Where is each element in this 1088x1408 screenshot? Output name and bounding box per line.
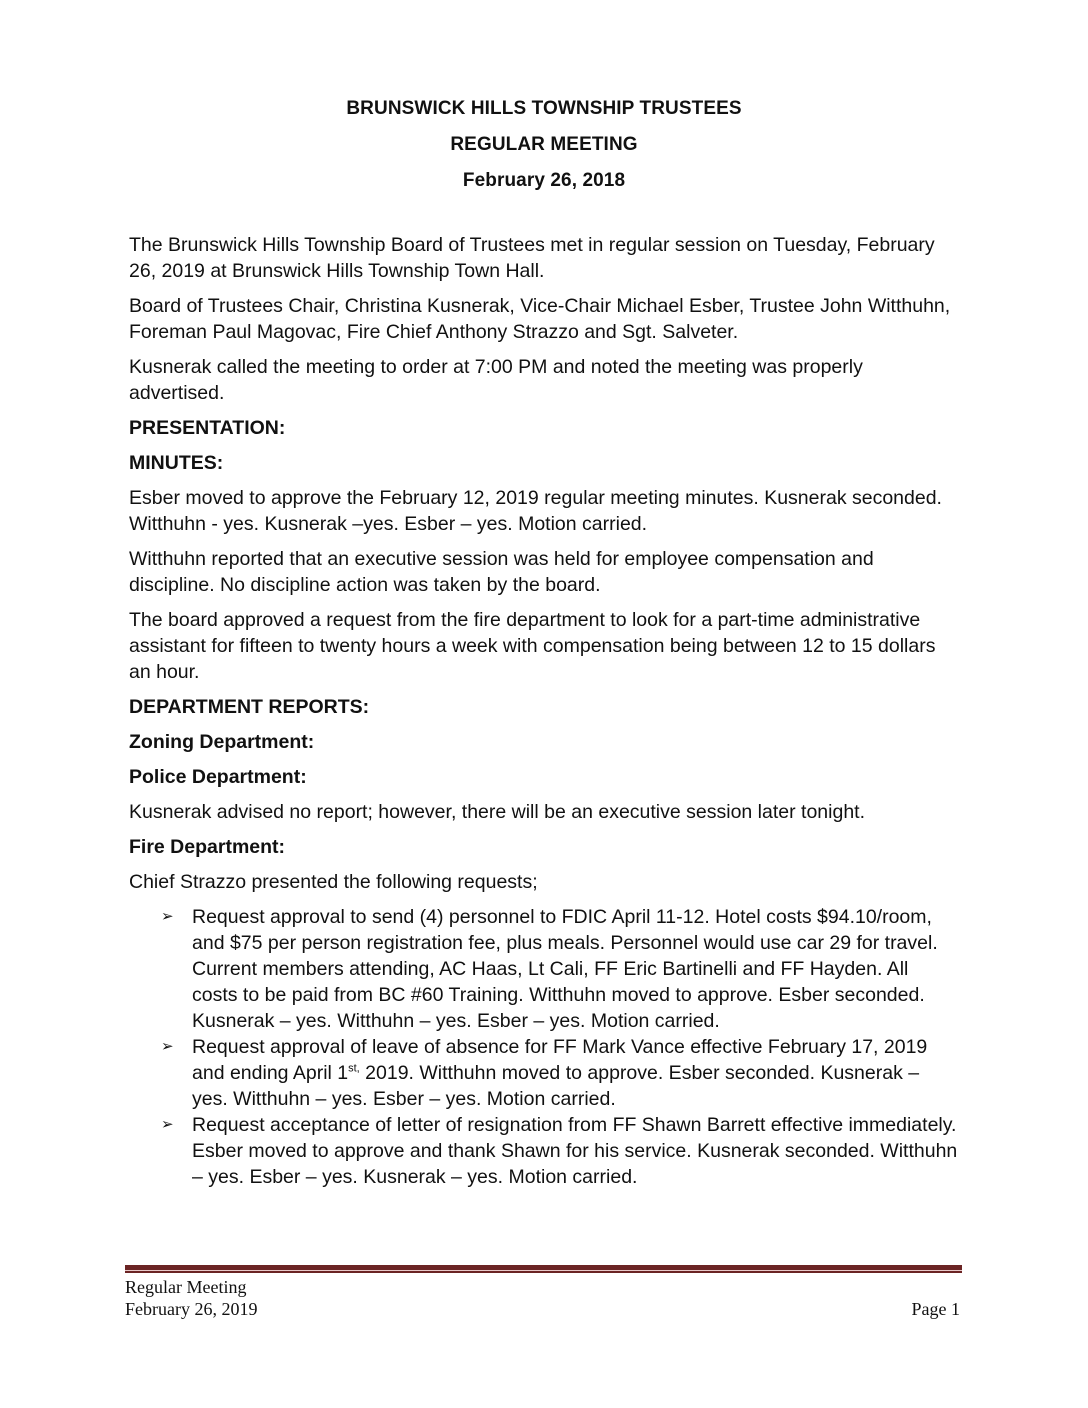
request-text: 2019. Witthuhn moved to approve. Esber seconded. Kusnerak – yes. Witthuhn – yes. Esber – yes. Motion carried. (192, 1062, 920, 1110)
ordinal-suffix: st, (348, 1062, 360, 1075)
meeting-type: REGULAR MEETING (450, 134, 638, 155)
arrow-bullet-icon: ➢ (161, 1116, 174, 1133)
footer-divider (125, 1265, 962, 1273)
minutes-paragraph: Esber moved to approve the February 12, 2019 regular meeting minutes. Kusnerak seconded. Witthuhn - yes. Kusnerak –yes. Esber – yes. Motion carried. (129, 487, 942, 535)
document-title: BRUNSWICK HILLS TOWNSHIP TRUSTEES (346, 98, 742, 119)
arrow-bullet-icon: ➢ (161, 908, 174, 925)
department-reports-heading: DEPARTMENT REPORTS: (129, 696, 370, 718)
request-text: Request approval of leave of absence for FF Mark Vance effective February 17, 2019 and ending April 1 (192, 1036, 928, 1084)
request-text: Request acceptance of letter of resignation from FF Shawn Barrett effective immediately. Esber moved to approve and thank Shawn for his service. Kusnerak seconded. Witthuhn – yes. Esber – yes. Kusnerak – yes. Motion carried. (192, 1114, 958, 1188)
page-footer (125, 1276, 962, 1320)
fire-intro-paragraph: Chief Strazzo presented the following requests; (129, 871, 538, 893)
fire-requests-list (129, 904, 959, 1190)
page-number: Page 1 (911, 1299, 960, 1319)
footer-date: February 26, 2019 (125, 1299, 258, 1319)
session-paragraph: The Brunswick Hills Township Board of Trustees met in regular session on Tuesday, February 26, 2019 at Brunswick Hills Township Town Hall. (129, 234, 935, 282)
document-header (0, 97, 1088, 205)
zoning-department-heading: Zoning Department: (129, 731, 315, 753)
meeting-date: February 26, 2018 (462, 170, 626, 191)
footer-left (125, 1276, 257, 1320)
list-item (129, 1112, 959, 1190)
police-report-paragraph: Kusnerak advised no report; however, there will be an executive session later tonight. (129, 801, 866, 823)
minutes-heading: MINUTES: (129, 452, 224, 474)
call-to-order-paragraph: Kusnerak called the meeting to order at 7:00 PM and noted the meeting was properly advertised. (129, 356, 863, 404)
minutes-paragraph: Witthuhn reported that an executive session was held for employee compensation and discipline. No discipline action was taken by the board. (129, 548, 874, 596)
police-department-heading: Police Department: (129, 766, 307, 788)
fire-department-heading: Fire Department: (129, 836, 286, 858)
attendance-paragraph: Board of Trustees Chair, Christina Kusnerak, Vice-Chair Michael Esber, Trustee John Witthuhn, Foreman Paul Magovac, Fire Chief Anthony Strazzo and Sgt. Salveter. (129, 295, 951, 343)
document-body (129, 232, 959, 1190)
arrow-bullet-icon: ➢ (161, 1038, 174, 1055)
request-text: Request approval to send (4) personnel to FDIC April 11-12. Hotel costs $94.10/room, and $75 per person registration fee, plus meals. Personnel would use car 29 for travel. Current members attending, AC Haas, Lt Cali, FF Eric Bartinelli and FF Hayden. All costs to be paid from BC #60 Training. Witthuhn moved to approve. Esber seconded. Kusnerak – yes. Witthuhn – yes. Esber – yes. Motion carried. (192, 906, 938, 1032)
minutes-paragraph: The board approved a request from the fire department to look for a part-time administrative assistant for fifteen to twenty hours a week with compensation being between 12 to 15 dollars an hour. (129, 609, 936, 683)
footer-meeting-type: Regular Meeting (125, 1277, 247, 1297)
list-item (129, 1034, 959, 1112)
presentation-heading: PRESENTATION: (129, 417, 286, 439)
list-item (129, 904, 959, 1034)
